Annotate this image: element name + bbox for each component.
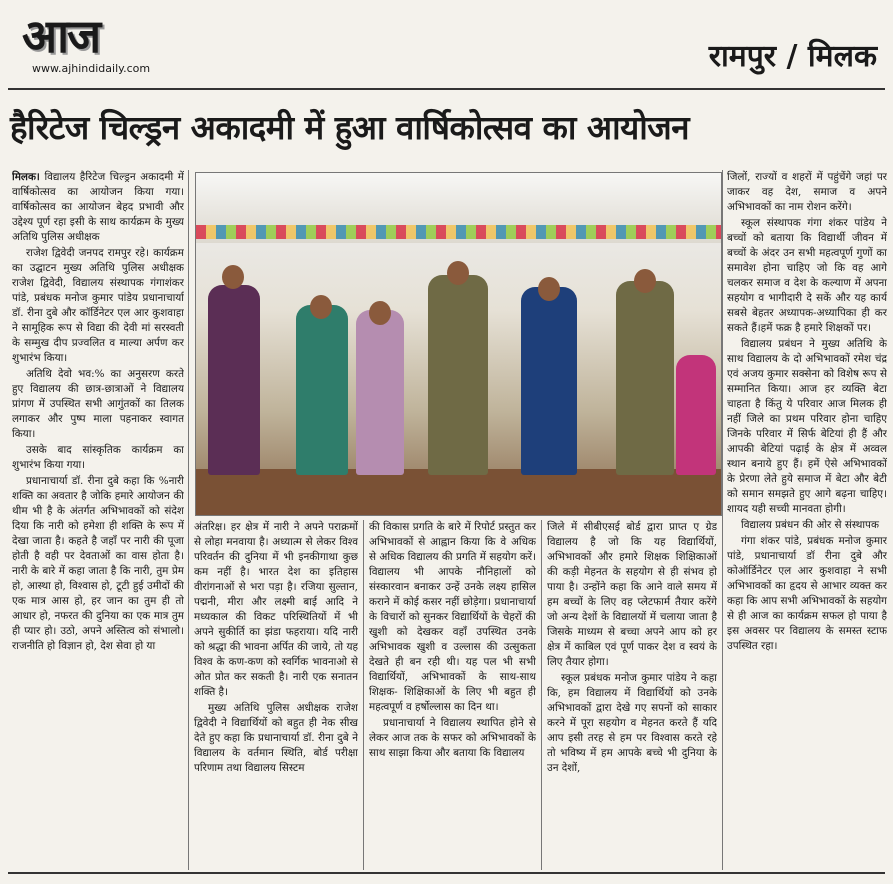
photo-person [521,287,577,475]
website-url: www.ajhindidaily.com [32,62,151,75]
article-column-1 [12,170,184,870]
paragraph: प्रधानाचार्या डॉ. रीना दुबे कहा कि %नारी शक्ति का अवतार है जोकि हमारे आयोजन की थीम भी है के अंतर्गत अभिभावकों को संदेश दिया कि नारी को हमेशा ही शक्ति के रूप में देखा जाता है। कहते है जहाँ पर नारी की पूजा होती है वही पर देवताओं का वास होता है। नारी के बारे में कहा जाता है कि नारी, तुम प्रेम हो, आस्था हो, विश्वास हो, टूटी हुई उमीदों की एक मात्र आस हो, हर जान का तुम ही तो आधार हो, नफरत की दुनिया का एक मात्र तुम ही प्यार हो। उठो, अपने अस्तित्व को संभालो। राजनीति हो विज्ञान हो, देश सेवा हो या [12,475,184,652]
photo-person [616,281,674,475]
paragraph: प्रधानाचार्या ने विद्यालय स्थापित होने से लेकर आज तक के सफर को अभिभावकों के साथ साझा किया और बताया कि विद्यालय [369,717,536,759]
paragraph: जिलों, राज्यों व शहरों में पहुंचेंगे जहां पर जाकर वह देश, समाज व अपने अभिभावकों का नाम रोशन करेंगे। [727,171,887,213]
photo-person-head [447,261,469,285]
event-stage-photo [195,172,722,516]
paragraph: जिले में सीबीएसई बोर्ड द्वारा प्राप्त ए ग्रेड विद्यालय है जो कि यह विद्यार्थियों, अभिभावकों और हमारे शिक्षक शिक्षिकाओं की कड़ी मेहनत के सहयोग से ही संभव हो पाया है। उन्होंने कहा कि आने वाले समय में हम बच्चों के लिए वह प्लेटफार्म तैयार करेंगे जो अन्य देशों के विद्यालयों में चलाया जाता है जिसके माध्यम से बच्चा अपने आप को हर क्षेत्र में काबिल एवं पूर्ण पाकर देश व स्वयं के लिए तैयार होगा। [547,521,717,668]
masthead [0,0,893,92]
photo-person [208,285,260,475]
photo-person [428,275,488,475]
dateline: मिलक। [12,171,40,183]
photo-decoration [196,225,721,239]
photo-person-head [538,277,560,301]
article-column-5 [727,170,887,870]
photo-stage [196,469,721,515]
photo-person-head [310,295,332,319]
article-headline: हैरिटेज चिल्ड्रन अकादमी में हुआ वार्षिकोत्सव का आयोजन [10,108,690,147]
paragraph: की विकास प्रगति के बारे में रिपोर्ट प्रस्तुत कर अभिभावकों से आह्वान किया कि वे अधिक से अधिक विद्यालय की प्रगति में सहयोग करें। विद्यालय भी आपके नौनिहालों को संस्कारवान बनाकर उन्हें उनके लक्ष्य हासिल कराने में कोई कसर नहीं छोड़ेगा। प्रधानाचार्या के विचारों को सुनकर विद्यार्थियों के चेहरों की खुशी को देखकर वहाँ उपस्थित उनके अभिभावक खुशी व उल्लास की उत्सुकता देखते ही बन रही थी। यह पल भी सभी विद्यार्थियों, अभिभावकों के साथ-साथ शिक्षक- शिक्षिकाओं के लिए भी बहुत ही महत्वपूर्ण व हर्षोल्लास का दिन था। [369,521,536,713]
paragraph: उसके बाद सांस्कृतिक कार्यक्रम का शुभारंभ किया गया। [12,444,184,471]
photo-person [676,355,716,475]
paragraph: गंगा शंकर पांडे, प्रबंधक मनोज कुमार पांडे, प्रधानाचार्या डॉ रीना दुबे और कोऑर्डिनेटर एल आर कुशवाहा ने सभी अभिभावकों का हृदय से आभार व्यक्त कर कहा कि आप सभी अभिभावकों के सहयोग से ही आज का कार्यक्रम सफल हो पाया है इस अवसर पर विद्यालय के समस्त स्टाफ उपस्थित रहा। [727,535,887,652]
newspaper-logo: आज [22,9,100,63]
paragraph: मिलक। विद्यालय हैरिटेज चिल्ड्रन अकादमी में वार्षिकोत्सव का आयोजन किया गया। वार्षिकोत्सव का आयोजन बेहद प्रभावी और उद्देश्य पूर्ण रहा इसी के साथ कार्यक्रम के मुख्य अतिथि पुलिस अधीक्षक [12,171,184,243]
article-column-4 [547,520,717,870]
photo-person [356,310,404,475]
paragraph: स्कूल संस्थापक गंगा शंकर पांडेय ने बच्चों को बताया कि विद्यार्थी जीवन में बच्चों के अंदर उन सभी महत्वपूर्ण गुणों का समावेश होना चाहिए जो कि वह आगे चलकर समाज व देश के कल्याण में अपना सहयोग व भागीदारी दे सकें और यह कार्य सबसे बेहतर अध्यापक-अध्यापिका ही कर सकते हैं।हमें फक्र है हमारे शिक्षकों पर। [727,217,887,334]
paragraph: विद्यालय प्रबंधन की ओर से संस्थापक [741,519,879,531]
footer-divider [8,872,885,874]
column-divider [541,520,542,870]
paragraph: अतिथि देवो भव:% का अनुसरण करते हुए विद्यालय की छात्र-छात्राओं ने विद्यालय प्रांगण में उपस्थित सभी आगुंतकों का तिलक लगाकर और पुष्प माला पहनाकर स्वागत किया। [12,368,184,440]
masthead-divider [8,88,885,90]
column-divider [188,170,189,870]
article-column-2 [194,520,358,870]
paragraph: मुख्य अतिथि पुलिस अधीक्षक राजेश द्विवेदी ने विद्यार्थियों को बहुत ही नेक सीख देते हुए कहा कि प्रधानाचार्या डॉ. रीना दुबे ने विद्यालय के वर्तमान स्थिति, बोर्ड परीक्षा परिणाम तथा विद्यालय सिस्टम [194,702,358,774]
article-column-3 [369,520,536,870]
photo-person [296,305,348,475]
photo-person-head [222,265,244,289]
paragraph: अंतरिक्ष। हर क्षेत्र में नारी ने अपने पराक्रमों से लोहा मनवाया है। अध्यात्म से लेकर विश्व परिवर्तन की दुनिया में भी इनकीगाथा कुछ कम नहीं है। भारत देश का इतिहास वीरांगनाओं से भरा पड़ा है। रजिया सुल्तान, पद्मनी, मीरा और लक्ष्मी बाई आदि ने मध्यकाल की विकट परिस्थितियों में भी अपने सुकीर्ति का झंडा फहराया। यदि नारी को श्रद्धा की भावना अर्पित की जाये, तो यह विश्व के कण-कण को स्वर्गिक भावनाओ से ओत प्रोत कर सकती है। नारी एक सनातन शक्ति है। [194,521,358,698]
paragraph: विद्यालय प्रबंधन ने मुख्य अतिथि के साथ विद्यालय के दो अभिभावकों रमेश चंद्र एवं अजय कुमार सक्सेना को विशेष रूप से सम्मानित किया। आज हर व्यक्ति बेटा चाहता है किंतु ये परिवार आज मिलक ही नहीं जिले का प्रथम परिवार होना चाहिए जिनके परिवार में सिर्फ बेटियां ही हैं और आपकी बेटियां पढ़ाई के क्षेत्र में अव्वल स्थान बनाये हुए हैं। हमें ऐसे अभिभावकों के प्रेरणा लेते हुये समाज में बेटा और बेटी को समान समझते हुए आगे बढ़ना चाहिए। शायद यही सच्ची मानवता होगी। [727,338,887,515]
paragraph: राजेश द्विवेदी जनपद रामपुर रहे। कार्यक्रम का उद्घाटन मुख्य अतिथि पुलिस अधीक्षक राजेश द्विवेदी, विद्यालय संस्थापक गंगाशंकर पांडे, प्रबंधक मनोज कुमार पांडेय प्रधानाचार्या डॉ. रीना दुबे और कॉर्डिनेटर एल आर कुशवाहा ने सामूहिक रूप से विद्या की देवी मां सरस्वती के सम्मुख दीप प्रज्वलित व माल्या अर्पण कर शुभारंभ किया। [12,247,184,364]
paragraph: स्कूल प्रबंधक मनोज कुमार पांडेय ने कहा कि, हम विद्यालय में विद्यार्थियों को उनके अभिभावकों द्वारा देखे गए सपनों को साकार करने में पूरा सहयोग व मेहनत करते हैं यदि आप इसी तरह से हम पर विश्वास करते रहे तो भविष्य में हम आपके बच्चे भी दुनिया के उन देशों, [547,672,717,774]
photo-person-head [369,301,391,325]
photo-person-head [634,269,656,293]
section-title: रामपुर / मिलक [708,39,877,74]
column-divider [722,170,723,870]
column-divider [363,520,364,870]
